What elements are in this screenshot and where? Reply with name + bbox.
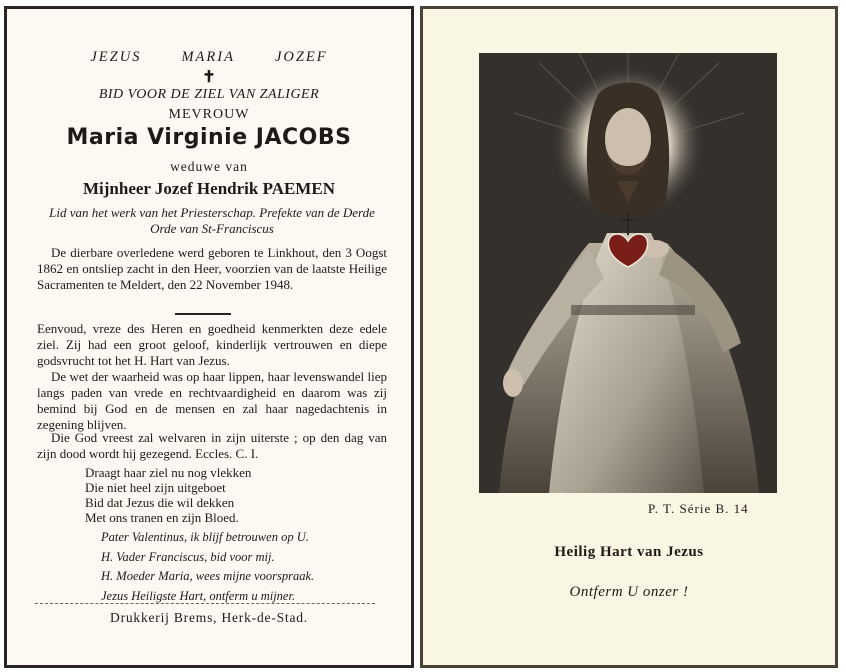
poem-line: Draagt haar ziel nu nog vlekken <box>85 465 252 480</box>
invocation-line: H. Vader Franciscus, bid voor mij. <box>101 549 275 564</box>
picture-caption: Heilig Hart van Jezus <box>554 544 704 560</box>
deceased-name: Maria Virginie JACOBS <box>66 125 352 150</box>
truth-paragraph: De wet der waarheid was op haar lippen, haar levenswandel liep langs paden van vrede en rechtvaardigheid en daarom was zij bemind bij God en de mensen en zal haar nagedachtenis in zegening blijven. <box>37 369 387 432</box>
scripture-paragraph: Die God vreest zal welvaren in zijn uiterste ; op den dag van zijn dood wordt hij gezegend. Eccles. C. I. <box>37 430 387 461</box>
holy-name: MARIA <box>181 49 235 65</box>
divider <box>35 603 375 604</box>
poem-line: Met ons tranen en zijn Bloed. <box>85 510 239 525</box>
invocations <box>101 528 314 606</box>
husband-name: Mijnheer Jozef Hendrik PAEMEN <box>83 179 335 198</box>
holy-name: JOZEF <box>274 49 328 65</box>
sacred-heart-illustration <box>479 53 777 493</box>
invocation-line: Jezus Heiligste Hart, ontferm u mijner. <box>101 588 296 603</box>
memorial-card-image-page <box>420 6 838 668</box>
invocation-line: H. Moeder Maria, wees mijne voorspraak. <box>101 569 315 583</box>
widow-of-label: weduwe van <box>170 159 248 174</box>
honorific: MEVROUW <box>168 107 250 122</box>
divider <box>175 313 231 315</box>
plea-line: Ontferm U onzer ! <box>569 584 689 600</box>
poem-line: Die niet heel zijn uitgeboet <box>85 480 226 495</box>
cross-icon: ✝ <box>202 69 216 86</box>
biography-paragraph: De dierbare overledene werd geboren te Linkhout, den 3 Oogst 1862 en ontsliep zacht in den Heer, voorzien van de laatste Heilige Sacramenten te Meldert, den 22 November 1948. <box>37 245 387 292</box>
holy-name: JEZUS <box>90 49 142 65</box>
poem <box>85 465 251 525</box>
poem-line: Bid dat Jezus die wil dekken <box>85 495 235 510</box>
printer-line: Drukkerij Brems, Herk-de-Stad. <box>110 610 308 625</box>
membership-text: Lid van het werk van het Priesterschap. Prefekte van de Derde Orde van St-Franciscus <box>49 205 375 236</box>
holy-names-line <box>7 49 411 66</box>
series-number: P. T. Série B. 14 <box>648 501 749 516</box>
prayer-line: BID VOOR DE ZIEL VAN ZALIGER <box>98 87 320 102</box>
invocation-line: Pater Valentinus, ik blijf betrouwen op U. <box>101 530 309 544</box>
memorial-card-text-page <box>4 6 414 668</box>
virtues-paragraph: Eenvoud, vreze des Heren en goedheid kenmerkten deze edele ziel. Zij had een groot geloof, kinderlijk vertrouwen en diepe godsvrucht tot het H. Hart van Jezus. <box>37 321 387 368</box>
sacred-heart-picture <box>479 53 777 493</box>
